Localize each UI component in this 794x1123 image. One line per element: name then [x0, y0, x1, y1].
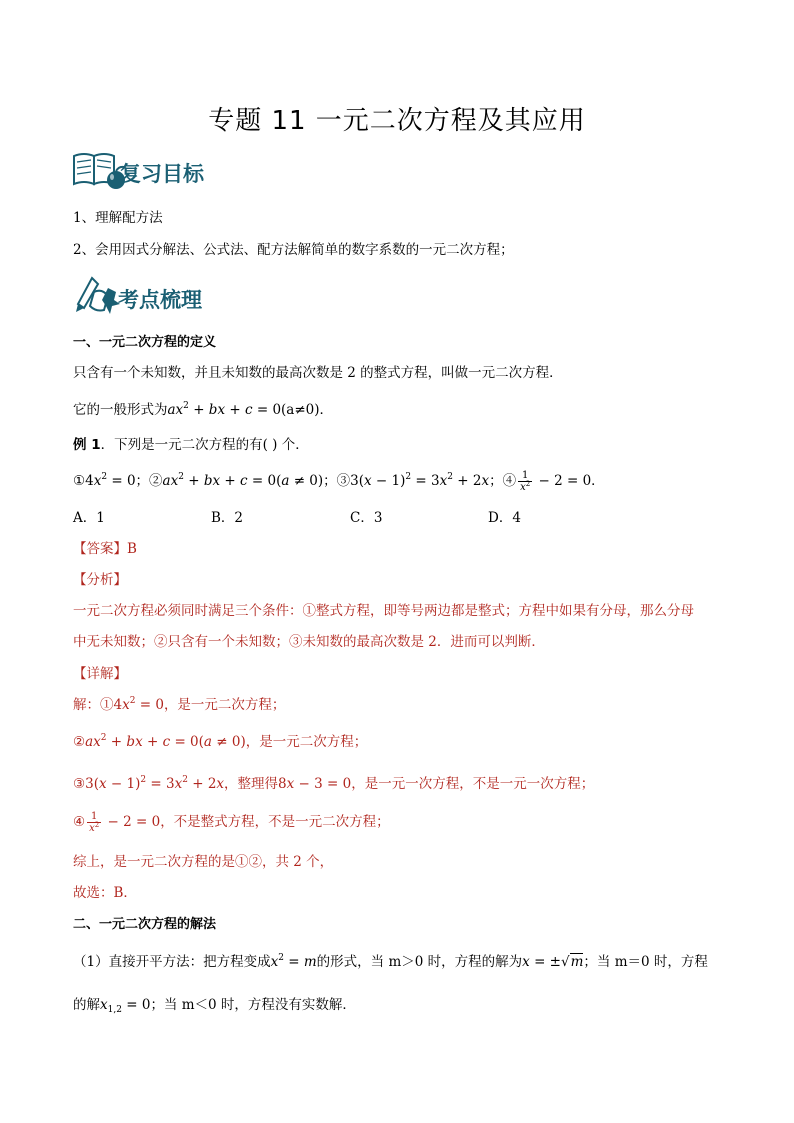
detail-line-1: 解：$①4x^2 = 0$，是一元二次方程；: [73, 696, 286, 713]
pen-bell-leaf-icon: [72, 274, 122, 324]
detail-line-4: ④ $\frac{1}{x^2}$ − 2 = 0，不是整式方程，不是一元二次方程；: [73, 811, 390, 834]
option-d: D．4: [488, 510, 521, 526]
example-question: 例 1．下列是一元二次方程的有( ) 个．: [73, 437, 309, 453]
detail-line-2: $②ax^2$ + bx + c = 0(a ≠ 0)，是一元二次方程；: [73, 733, 368, 750]
detail-choice: 故选：B．: [73, 885, 137, 901]
part2-method-1-cont: 的解$x_{1,2} = 0$；当 m＜0 时，方程没有实数解．: [73, 997, 356, 1015]
page-title: 专题 11 一元二次方程及其应用: [208, 106, 586, 136]
part2-heading: 二、一元二次方程的解法: [73, 917, 217, 932]
analysis-text-2: 中无未知数；②只含有一个未知数；③未知数的最高次数是 2．进而可以判断．: [73, 634, 545, 650]
review-item-1: 1、理解配方法: [73, 210, 163, 226]
example-equations: $①4x^2 = 0$；$②ax^2$ + bx + c = 0(a ≠ 0)；③3(x − $1)^2 = 3x^2 + 2x$；④ $\frac{1}{x^2}$ − 2 = 0．: [73, 470, 605, 493]
section-title-review: 复习目标: [120, 162, 204, 186]
detail-summary: 综上，是一元二次方程的是①②，共 2 个，: [73, 854, 334, 870]
answer-line: 【答案】B: [73, 541, 137, 557]
option-a: A．1: [73, 510, 105, 526]
analysis-tag: 【分析】: [73, 572, 127, 588]
detail-line-3: ③3(x − $1)^2 = 3x^2 + 2x$，整理得8x − 3 = 0，是一元一次方程，不是一元一次方程；: [73, 775, 595, 792]
analysis-text-1: 一元二次方程必须同时满足三个条件：①整式方程，即等号两边都是整式；方程中如果有分母，那么分母: [73, 603, 694, 619]
part2-method-1: （1）直接开平方法：把方程变成$x^2 = m$的形式，当 m＞0 时，方程的解为x = ±√m；当 m＝0 时，方程: [73, 953, 708, 970]
option-c: C．3: [350, 510, 383, 526]
section-title-points: 考点梳理: [118, 288, 202, 312]
part1-heading: 一、一元二次方程的定义: [73, 335, 217, 350]
part1-definition: 只含有一个未知数，并且未知数的最高次数是 2 的整式方程，叫做一元二次方程．: [73, 365, 563, 381]
part1-general-form: 它的一般形式为$ax^2$ + bx + c = 0(a≠0)．: [73, 401, 334, 418]
detail-tag: 【详解】: [73, 666, 127, 682]
option-b: B．2: [211, 510, 244, 526]
review-item-2: 2、会用因式分解法、公式法、配方法解简单的数字系数的一元二次方程；: [73, 242, 514, 258]
example-options: [73, 508, 521, 528]
